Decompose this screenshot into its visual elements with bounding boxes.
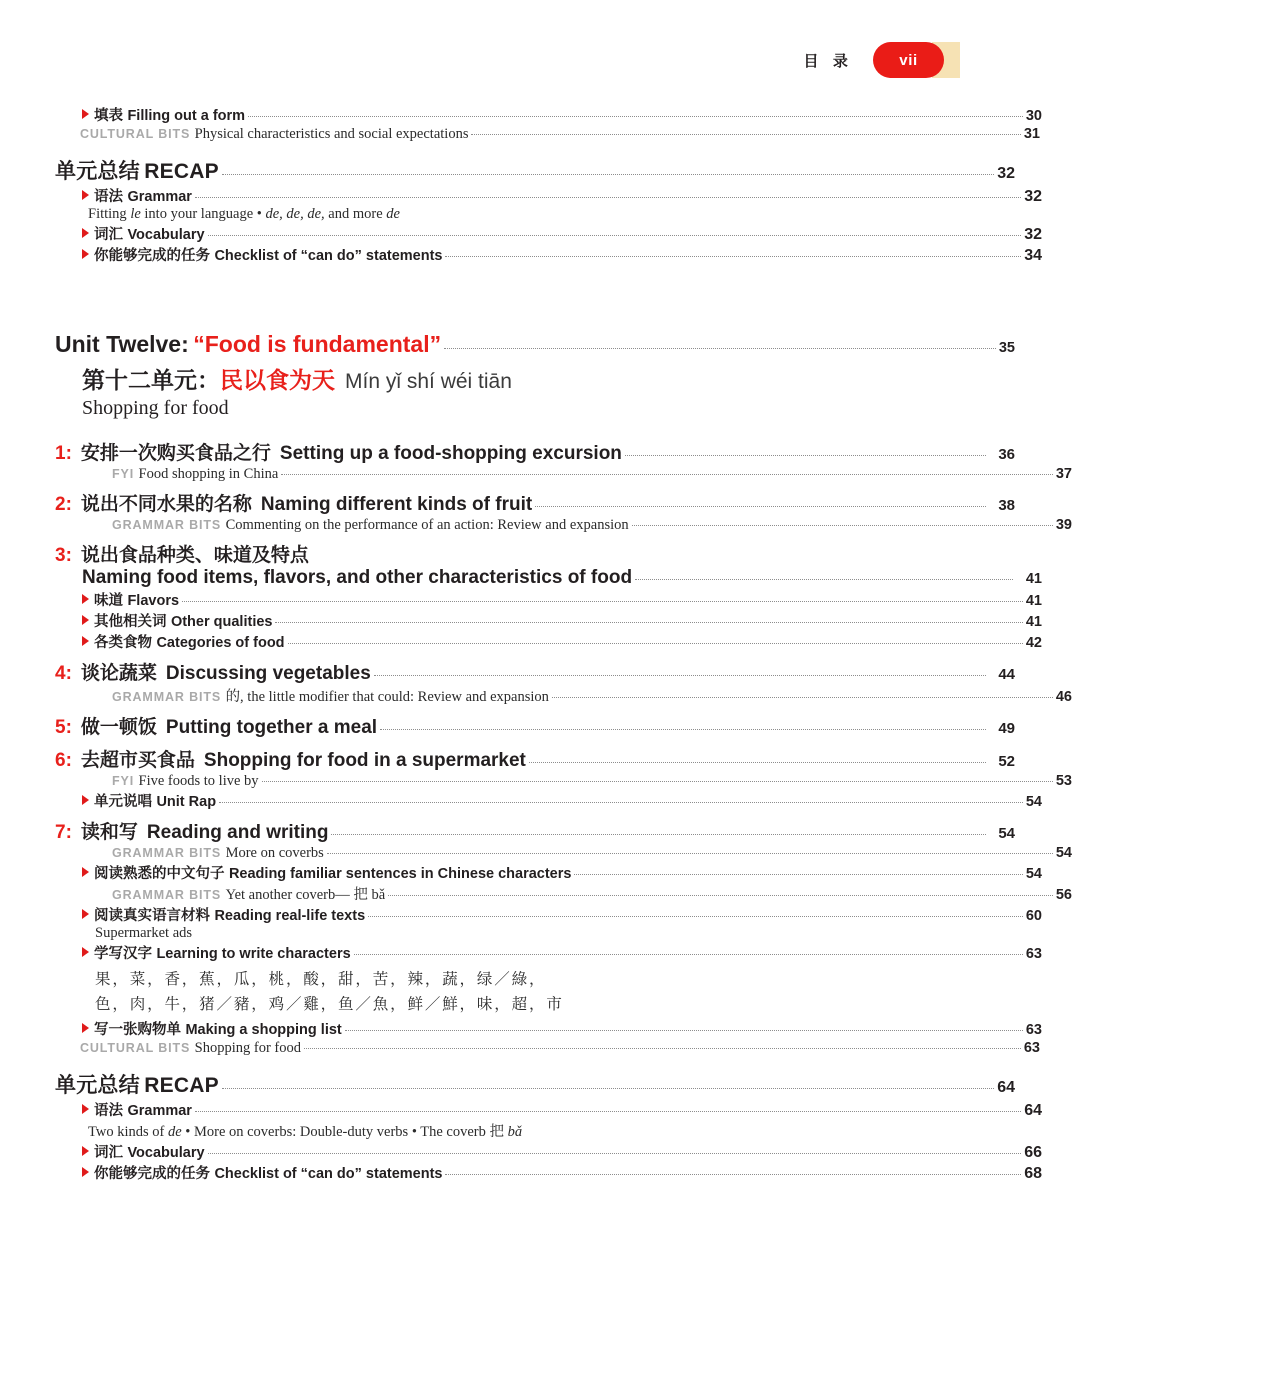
dot-leader xyxy=(374,675,986,676)
toc-entry[interactable] xyxy=(0,516,1287,534)
toc-entry[interactable] xyxy=(0,244,1257,265)
page-number: 32 xyxy=(1024,226,1042,243)
dot-leader xyxy=(331,834,986,835)
entry-chinese: 味道 xyxy=(94,593,123,609)
toc-entry[interactable] xyxy=(0,589,1257,610)
entry-tag-label: CULTURAL BITS xyxy=(80,1040,191,1055)
toc-entry-text xyxy=(82,790,216,811)
dot-leader xyxy=(222,1088,994,1089)
entry-english: Reading real-life texts xyxy=(214,908,366,924)
toc-entry-text xyxy=(82,185,192,206)
entry-chinese: 阅读熟悉的中文句子 xyxy=(94,866,225,882)
entry-description: Five foods to live by xyxy=(138,773,259,789)
page-number-roman: vii xyxy=(899,51,918,69)
character-line: 果，菜，香，蕉，瓜，桃，酸，甜，苦，辣，蔬，绿／綠， xyxy=(95,971,547,988)
toc-entry[interactable] xyxy=(0,942,1257,963)
toc-entry[interactable] xyxy=(0,844,1287,862)
entry-description: Commenting on the performance of an action: Review and expansion xyxy=(225,517,629,533)
entry-chinese: 词汇 xyxy=(94,227,123,243)
dot-leader xyxy=(182,601,1023,602)
section-chinese: 做一顿饭 xyxy=(80,717,157,738)
toc-entry[interactable] xyxy=(0,862,1257,883)
toc-entry-text xyxy=(112,844,324,862)
note-text: Fitting xyxy=(88,206,131,222)
character-line: 色，肉，牛，猪／豬，鸡／雞，鱼／魚，鲜／鮮，味，超，市 xyxy=(95,995,564,1013)
dot-leader xyxy=(327,853,1053,854)
page-number: 41 xyxy=(1025,571,1042,587)
note-text: and more xyxy=(324,206,387,222)
page-number: 31 xyxy=(1023,126,1040,142)
toc-entry-text xyxy=(82,862,571,883)
note-italic: le xyxy=(130,206,141,222)
page-number: 56 xyxy=(1055,887,1072,903)
page-number: 32 xyxy=(1024,188,1042,205)
page-number: 64 xyxy=(1024,1101,1042,1119)
toc-entry[interactable] xyxy=(0,1018,1257,1039)
toc-entry-text xyxy=(82,567,632,589)
entry-note xyxy=(0,1120,960,1141)
red-triangle-bullet-icon xyxy=(82,249,89,259)
unit-subtitle: Shopping for food xyxy=(82,397,229,419)
toc-entry[interactable] xyxy=(0,1039,1255,1057)
dot-leader xyxy=(380,729,986,730)
dot-leader xyxy=(574,874,1022,875)
toc-entry-text xyxy=(112,516,629,534)
note-italic: de xyxy=(167,1123,182,1140)
entry-english: Unit Rap xyxy=(156,794,217,810)
dot-leader xyxy=(445,1174,1021,1175)
unit-title-line-cn xyxy=(0,362,960,395)
dot-leader xyxy=(388,895,1053,896)
entry-tag-label: GRAMMAR BITS xyxy=(112,846,222,860)
section-english: Shopping for food in a supermarket xyxy=(203,750,526,771)
note-text: • More on coverbs: Double-duty verbs • The coverb 把 xyxy=(181,1123,508,1140)
page-number: 60 xyxy=(1025,908,1042,924)
dot-leader xyxy=(222,174,994,175)
dot-leader xyxy=(529,762,986,763)
toc-entry[interactable] xyxy=(0,1162,1257,1183)
red-triangle-bullet-icon xyxy=(82,795,89,805)
toc-entry[interactable] xyxy=(0,610,1257,631)
toc-entry-text xyxy=(82,223,205,244)
page-number: 32 xyxy=(997,165,1015,182)
entry-english: Other qualities xyxy=(170,614,273,630)
toc-entry-text xyxy=(82,1018,342,1039)
page-thumb-tab xyxy=(873,42,960,78)
toc-entry[interactable] xyxy=(0,685,1287,706)
page-number: 54 xyxy=(1025,866,1042,882)
section-heading-line1 xyxy=(0,540,960,567)
toc-entry-text xyxy=(55,658,371,685)
section-english: Naming different kinds of fruit xyxy=(260,494,533,515)
entry-chinese: 语法 xyxy=(94,189,123,205)
toc-entry[interactable] xyxy=(0,745,1230,772)
entry-english: Vocabulary xyxy=(127,227,205,243)
entry-description: Food shopping in China xyxy=(138,466,279,482)
page-number: 63 xyxy=(1025,1021,1042,1038)
entry-description: Yet another coverb— 把 bǎ xyxy=(225,887,386,903)
entry-description: More on coverbs xyxy=(225,845,324,861)
entry-description: Physical characteristics and social expectations xyxy=(194,126,469,142)
entry-chinese: 语法 xyxy=(94,1102,123,1119)
entry-chinese: 词汇 xyxy=(94,1144,123,1161)
recap-english: RECAP xyxy=(144,160,219,183)
section-english: Naming food items, flavors, and other characteristics of food xyxy=(82,567,633,588)
entry-tag-label: GRAMMAR BITS xyxy=(112,518,222,532)
toc-entry-text xyxy=(55,817,328,844)
page-number: 34 xyxy=(1024,247,1042,264)
section-chinese: 说出不同水果的名称 xyxy=(80,494,252,515)
toc-entry-text xyxy=(55,489,532,516)
thumb-tab-pill xyxy=(873,42,944,78)
toc-entry-text xyxy=(55,712,377,739)
entry-description: Shopping for food xyxy=(194,1039,302,1056)
toc-entry[interactable] xyxy=(0,489,1230,516)
toc-entry-text xyxy=(82,1141,205,1162)
dot-leader xyxy=(345,1030,1023,1031)
dot-leader xyxy=(262,781,1053,782)
section-english: Setting up a food-shopping excursion xyxy=(279,443,622,464)
recap-chinese: 单元总结 xyxy=(55,1073,140,1097)
red-triangle-bullet-icon xyxy=(82,228,89,238)
entry-tag-label: GRAMMAR BITS xyxy=(112,888,222,902)
spacer xyxy=(0,143,960,155)
section-english: Discussing vegetables xyxy=(165,663,371,684)
recap-english: RECAP xyxy=(144,1073,219,1097)
entry-english: Grammar xyxy=(127,1102,192,1119)
toc-entry-text xyxy=(82,610,272,631)
dot-leader xyxy=(354,954,1023,955)
red-triangle-bullet-icon xyxy=(82,947,89,957)
red-triangle-bullet-icon xyxy=(82,615,89,625)
page-number: 54 xyxy=(998,825,1015,842)
section-chinese: 说出食品种类、味道及特点 xyxy=(80,545,309,566)
dot-leader xyxy=(444,348,996,349)
toc-entry[interactable] xyxy=(0,125,1255,143)
entry-english: Flavors xyxy=(127,593,180,609)
toc-entry[interactable] xyxy=(0,155,1230,185)
dot-leader xyxy=(552,697,1053,698)
note-text: Two kinds of xyxy=(88,1123,168,1140)
red-triangle-bullet-icon xyxy=(82,867,89,877)
page-number: 37 xyxy=(1055,466,1072,482)
section-number: 3: xyxy=(55,545,72,566)
toc-entry-text xyxy=(82,244,442,265)
unit-label: Unit Twelve: xyxy=(55,331,189,357)
toc-entry-text xyxy=(55,155,219,185)
toc-entry-text xyxy=(112,883,385,904)
unit-header xyxy=(0,331,1015,420)
section-chinese: 安排一次购买食品之行 xyxy=(80,443,271,464)
page-number: 52 xyxy=(998,753,1015,770)
unit-title-en: “Food is fundamental” xyxy=(193,331,442,357)
toc-body xyxy=(0,104,1072,1183)
recap-chinese: 单元总结 xyxy=(55,160,140,183)
unit-title-pinyin: Mín yǐ shí wéi tiān xyxy=(345,370,512,393)
page-number: 38 xyxy=(998,497,1015,514)
recap-block-top xyxy=(0,155,1042,265)
toc-entry-text xyxy=(80,125,468,143)
entry-tag-label: GRAMMAR BITS xyxy=(112,690,222,704)
page-number: 42 xyxy=(1025,635,1042,651)
toc-entry-text xyxy=(82,1162,442,1183)
running-head xyxy=(804,42,960,78)
toc-entry-text xyxy=(112,465,278,483)
dot-leader xyxy=(625,455,986,456)
dot-leader xyxy=(445,256,1021,257)
toc-entry[interactable] xyxy=(0,104,1257,125)
page-number: 66 xyxy=(1024,1143,1042,1161)
toc-entry-text xyxy=(55,745,526,772)
entry-description: 的, the little modifier that could: Review and expansion xyxy=(225,689,549,705)
section-number: 4: xyxy=(55,663,72,684)
toc-entry[interactable] xyxy=(0,883,1287,904)
page-number: 30 xyxy=(1025,108,1042,124)
dot-leader xyxy=(195,197,1021,198)
spacer xyxy=(0,1057,960,1069)
red-triangle-bullet-icon xyxy=(82,109,89,119)
entry-english: Filling out a form xyxy=(127,108,246,124)
toc-entry-text xyxy=(82,1099,192,1120)
toc-entry-text xyxy=(112,772,259,790)
section-chinese: 去超市买食品 xyxy=(80,750,195,771)
unit-label-cn: 第十二单元： xyxy=(82,367,220,393)
section-number: 2: xyxy=(55,494,72,515)
red-triangle-bullet-icon xyxy=(82,1167,89,1177)
toc-entry[interactable] xyxy=(0,631,1257,652)
dot-leader xyxy=(281,474,1053,475)
running-head-label: 目 录 xyxy=(803,52,853,70)
page-number: 41 xyxy=(1025,614,1042,630)
entry-chinese: 写一张购物单 xyxy=(94,1021,181,1038)
toc-entry-text xyxy=(82,904,365,925)
dot-leader xyxy=(632,525,1053,526)
unit-title-cn: 民以食为天 xyxy=(220,367,335,393)
toc-entry-text xyxy=(80,1039,301,1057)
entry-english: Vocabulary xyxy=(127,1144,205,1161)
section-english: Reading and writing xyxy=(146,822,329,843)
toc-entry[interactable] xyxy=(0,658,1230,685)
red-triangle-bullet-icon xyxy=(82,190,89,200)
character-practice-list xyxy=(0,968,960,1018)
entry-english: Reading familiar sentences in Chinese characters xyxy=(228,866,572,882)
page-number: 54 xyxy=(1025,794,1042,810)
entry-chinese: 填表 xyxy=(94,108,123,124)
dot-leader xyxy=(219,802,1023,803)
dot-leader xyxy=(208,235,1022,236)
page-number: 35 xyxy=(998,340,1015,356)
entry-chinese: 学写汉字 xyxy=(94,946,152,962)
note-italic: de xyxy=(386,206,400,222)
toc-entry[interactable] xyxy=(0,223,1257,244)
toc-entry[interactable] xyxy=(0,1069,1230,1099)
toc-entry[interactable] xyxy=(0,1099,1257,1120)
section-english: Putting together a meal xyxy=(165,717,378,738)
note-italic: de, de, de, xyxy=(265,206,325,222)
section-chinese: 读和写 xyxy=(80,822,138,843)
entry-note xyxy=(0,206,960,223)
page-number: 64 xyxy=(997,1078,1015,1096)
section-number: 1: xyxy=(55,443,72,464)
dot-leader xyxy=(471,134,1020,135)
page-number: 63 xyxy=(1023,1039,1040,1056)
dot-leader xyxy=(635,579,1013,580)
toc-entry-text xyxy=(55,1069,219,1099)
entry-tag-label: FYI xyxy=(112,774,135,788)
page-number: 53 xyxy=(1055,773,1072,789)
entry-chinese: 你能够完成的任务 xyxy=(94,248,210,264)
toc-entry[interactable] xyxy=(0,1141,1257,1162)
entry-tag-label: FYI xyxy=(112,467,135,481)
entry-chinese: 其他相关词 xyxy=(94,614,167,630)
dot-leader xyxy=(288,643,1023,644)
toc-entry[interactable] xyxy=(0,712,1230,739)
unit-title-en-text xyxy=(55,331,441,358)
note-text: into your language • xyxy=(140,206,266,222)
entry-chinese: 阅读真实语言材料 xyxy=(94,908,210,924)
entry-chinese: 你能够完成的任务 xyxy=(94,1165,210,1182)
red-triangle-bullet-icon xyxy=(82,594,89,604)
toc-entry-text xyxy=(82,589,179,610)
dot-leader xyxy=(535,506,986,507)
toc-entry[interactable] xyxy=(0,904,1257,925)
toc-entry[interactable] xyxy=(0,185,1257,206)
entry-english: Grammar xyxy=(127,189,192,205)
section-number: 7: xyxy=(55,822,72,843)
toc-entry[interactable] xyxy=(0,772,1287,790)
toc-entry[interactable] xyxy=(0,465,1287,483)
toc-entry[interactable] xyxy=(0,438,1230,465)
page-number: 63 xyxy=(1025,946,1042,962)
spacer xyxy=(0,420,960,432)
red-triangle-bullet-icon xyxy=(82,909,89,919)
entry-english: Learning to write characters xyxy=(156,946,351,962)
page-number: 49 xyxy=(998,720,1015,737)
dot-leader xyxy=(275,622,1022,623)
entry-english: Checklist of “can do” statements xyxy=(214,1165,443,1182)
section-chinese: 谈论蔬菜 xyxy=(80,663,157,684)
dot-leader xyxy=(368,916,1023,917)
entry-chinese: 各类食物 xyxy=(94,635,152,651)
toc-entry[interactable] xyxy=(0,817,1230,844)
toc-entry-text xyxy=(55,438,622,465)
page-number: 36 xyxy=(998,446,1015,463)
entry-tag-label: CULTURAL BITS xyxy=(80,127,191,141)
toc-entry-text xyxy=(82,104,245,125)
dot-leader xyxy=(195,1111,1021,1112)
entry-english: Checklist of “can do” statements xyxy=(214,248,443,264)
page-number: 54 xyxy=(1055,845,1072,861)
entry-english: Categories of food xyxy=(156,635,285,651)
entry-english: Making a shopping list xyxy=(185,1021,342,1038)
recap-block-bottom xyxy=(0,1069,1042,1183)
entry-plain-note: Supermarket ads xyxy=(95,925,193,941)
red-triangle-bullet-icon xyxy=(82,1146,89,1156)
section-number: 5: xyxy=(55,717,72,738)
unit-title-line-en xyxy=(0,331,1230,358)
toc-entry[interactable] xyxy=(0,567,1257,589)
toc-entry-text xyxy=(82,631,285,652)
page-number: 39 xyxy=(1055,517,1072,533)
section-number: 6: xyxy=(55,750,72,771)
entry-chinese: 单元说唱 xyxy=(94,794,152,810)
page-number: 41 xyxy=(1025,593,1042,609)
dot-leader xyxy=(208,1153,1022,1154)
dot-leader xyxy=(248,116,1023,117)
page-number: 44 xyxy=(998,666,1015,683)
red-triangle-bullet-icon xyxy=(82,1023,89,1033)
note-italic: bǎ xyxy=(507,1123,523,1140)
page-number: 46 xyxy=(1055,689,1072,705)
toc-entry-text xyxy=(112,685,549,706)
red-triangle-bullet-icon xyxy=(82,1104,89,1114)
page-number: 68 xyxy=(1024,1164,1042,1182)
toc-entry[interactable] xyxy=(0,790,1257,811)
spacer xyxy=(0,265,960,285)
dot-leader xyxy=(304,1048,1021,1049)
red-triangle-bullet-icon xyxy=(82,636,89,646)
toc-entry-text xyxy=(82,942,351,963)
